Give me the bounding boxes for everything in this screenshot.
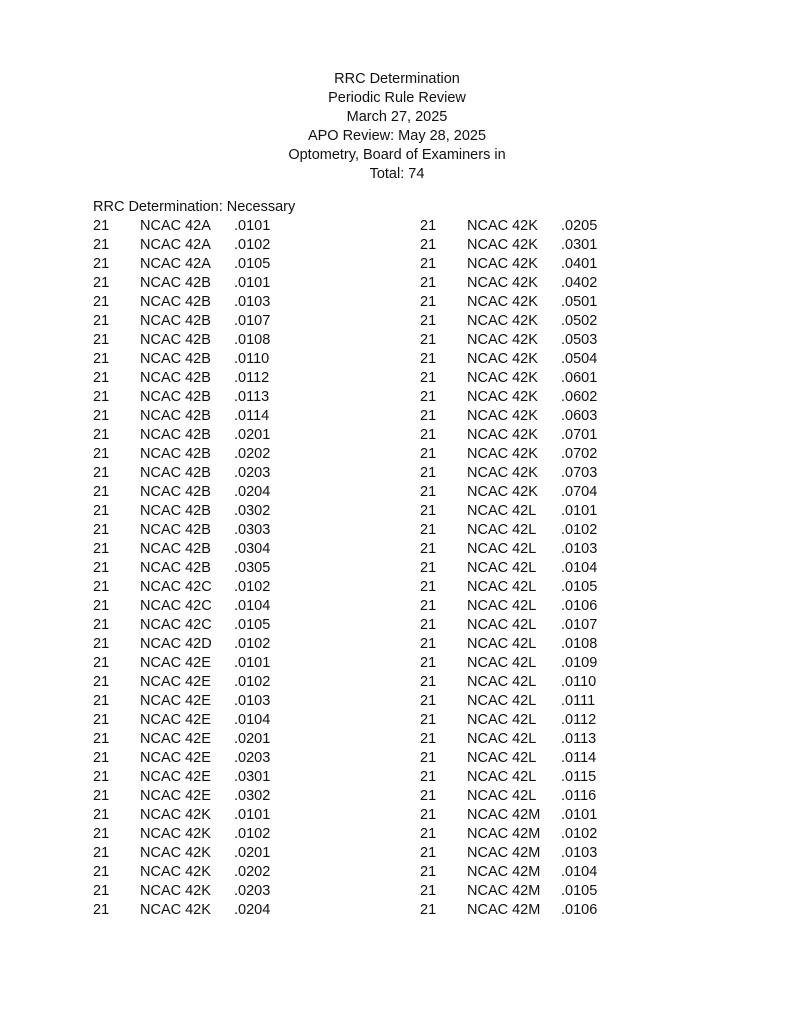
rule-chapter: NCAC 42B xyxy=(140,389,211,405)
document-subtitle: Periodic Rule Review xyxy=(328,90,466,106)
rule-chapter: NCAC 42M xyxy=(467,864,541,880)
rule-chapter: NCAC 42K xyxy=(467,484,538,500)
rule-section: .0202 xyxy=(234,864,271,880)
rule-section: .0203 xyxy=(234,465,271,481)
rule-chapter: NCAC 42B xyxy=(140,541,211,557)
rule-chapter: NCAC 42K xyxy=(467,446,538,462)
rule-section: .0106 xyxy=(561,902,598,918)
rule-title-number: 21 xyxy=(93,712,110,728)
rule-title-number: 21 xyxy=(420,389,437,405)
rule-title-number: 21 xyxy=(420,313,437,329)
rule-section: .0110 xyxy=(561,674,597,690)
rule-chapter: NCAC 42E xyxy=(140,750,211,766)
rule-chapter: NCAC 42K xyxy=(140,883,211,899)
rule-title-number: 21 xyxy=(93,218,110,234)
rule-title-number: 21 xyxy=(93,826,110,842)
rule-section: .0101 xyxy=(234,275,271,291)
rule-title-number: 21 xyxy=(420,522,437,538)
rule-section: .0102 xyxy=(234,579,271,595)
rule-title-number: 21 xyxy=(93,750,110,766)
rule-chapter: NCAC 42K xyxy=(140,902,211,918)
rule-section: .0101 xyxy=(561,503,598,519)
rule-section: .0103 xyxy=(234,693,271,709)
rule-section: .0113 xyxy=(234,389,270,405)
rule-chapter: NCAC 42E xyxy=(140,655,211,671)
rule-section: .0104 xyxy=(561,864,598,880)
rule-section: .0701 xyxy=(561,427,598,443)
rule-title-number: 21 xyxy=(420,864,437,880)
rule-title-number: 21 xyxy=(93,598,110,614)
rule-title-number: 21 xyxy=(420,750,437,766)
rule-chapter: NCAC 42K xyxy=(140,807,211,823)
rule-title-number: 21 xyxy=(420,826,437,842)
rule-chapter: NCAC 42L xyxy=(467,712,537,728)
rule-title-number: 21 xyxy=(93,864,110,880)
rule-chapter: NCAC 42K xyxy=(140,826,211,842)
rule-chapter: NCAC 42E xyxy=(140,769,211,785)
rule-title-number: 21 xyxy=(420,541,437,557)
rule-chapter: NCAC 42C xyxy=(140,579,212,595)
rule-chapter: NCAC 42K xyxy=(467,465,538,481)
rule-title-number: 21 xyxy=(420,731,437,747)
rule-section: .0108 xyxy=(561,636,598,652)
rule-section: .0105 xyxy=(561,579,598,595)
rule-section: .0102 xyxy=(234,237,271,253)
rule-chapter: NCAC 42B xyxy=(140,522,211,538)
rule-title-number: 21 xyxy=(420,503,437,519)
rule-section: .0702 xyxy=(561,446,598,462)
rule-title-number: 21 xyxy=(420,465,437,481)
rule-title-number: 21 xyxy=(93,807,110,823)
rule-section: .0303 xyxy=(234,522,271,538)
rule-chapter: NCAC 42K xyxy=(140,864,211,880)
rule-section: .0102 xyxy=(561,826,598,842)
rule-title-number: 21 xyxy=(420,693,437,709)
rule-section: .0101 xyxy=(234,807,271,823)
rule-title-number: 21 xyxy=(420,655,437,671)
rule-chapter: NCAC 42B xyxy=(140,408,211,424)
rule-section: .0102 xyxy=(234,636,271,652)
rule-chapter: NCAC 42L xyxy=(467,503,537,519)
rule-section: .0304 xyxy=(234,541,271,557)
rule-section: .0203 xyxy=(234,883,271,899)
rule-chapter: NCAC 42M xyxy=(467,902,541,918)
rule-title-number: 21 xyxy=(93,883,110,899)
rule-title-number: 21 xyxy=(420,275,437,291)
rule-chapter: NCAC 42A xyxy=(140,237,211,253)
rule-chapter: NCAC 42K xyxy=(467,389,538,405)
rule-title-number: 21 xyxy=(420,408,437,424)
rule-chapter: NCAC 42E xyxy=(140,731,211,747)
rule-chapter: NCAC 42L xyxy=(467,636,537,652)
rule-title-number: 21 xyxy=(420,769,437,785)
rule-section: .0105 xyxy=(234,256,271,272)
rule-chapter: NCAC 42B xyxy=(140,446,211,462)
rule-chapter: NCAC 42B xyxy=(140,294,211,310)
rule-chapter: NCAC 42B xyxy=(140,370,211,386)
rule-title-number: 21 xyxy=(93,275,110,291)
rule-section: .0107 xyxy=(234,313,271,329)
document-date: March 27, 2025 xyxy=(346,109,448,125)
rule-title-number: 21 xyxy=(93,731,110,747)
rule-section: .0114 xyxy=(234,408,270,424)
rule-title-number: 21 xyxy=(93,769,110,785)
rule-chapter: NCAC 42K xyxy=(467,427,538,443)
rule-section: .0302 xyxy=(234,503,271,519)
rule-section: .0116 xyxy=(561,788,597,804)
rule-section: .0105 xyxy=(561,883,598,899)
rule-title-number: 21 xyxy=(420,446,437,462)
apo-review-date: APO Review: May 28, 2025 xyxy=(307,128,487,144)
rule-chapter: NCAC 42B xyxy=(140,427,211,443)
rule-title-number: 21 xyxy=(420,617,437,633)
rule-title-number: 21 xyxy=(420,902,437,918)
rule-section: .0108 xyxy=(234,332,271,348)
rule-section: .0110 xyxy=(234,351,270,367)
rule-chapter: NCAC 42L xyxy=(467,579,537,595)
rule-section: .0305 xyxy=(234,560,271,576)
rule-section: .0103 xyxy=(561,541,598,557)
rule-title-number: 21 xyxy=(93,484,110,500)
rule-title-number: 21 xyxy=(93,636,110,652)
rule-chapter: NCAC 42L xyxy=(467,598,537,614)
rule-title-number: 21 xyxy=(420,788,437,804)
document-header xyxy=(0,70,794,184)
rule-chapter: NCAC 42L xyxy=(467,617,537,633)
rule-section: .0703 xyxy=(561,465,598,481)
rule-section: .0103 xyxy=(561,845,598,861)
rule-title-number: 21 xyxy=(93,332,110,348)
rule-chapter: NCAC 42B xyxy=(140,332,211,348)
rule-section: .0602 xyxy=(561,389,598,405)
rule-section: .0301 xyxy=(234,769,271,785)
rule-chapter: NCAC 42K xyxy=(467,218,538,234)
rule-chapter: NCAC 42K xyxy=(467,237,538,253)
rule-title-number: 21 xyxy=(93,237,110,253)
rule-title-number: 21 xyxy=(93,655,110,671)
rule-title-number: 21 xyxy=(420,883,437,899)
rule-title-number: 21 xyxy=(93,579,110,595)
rule-section: .0603 xyxy=(561,408,598,424)
document-title: RRC Determination xyxy=(334,71,460,87)
rule-section: .0301 xyxy=(561,237,598,253)
rule-title-number: 21 xyxy=(93,617,110,633)
rule-section: .0107 xyxy=(561,617,598,633)
rule-chapter: NCAC 42B xyxy=(140,484,211,500)
rule-chapter: NCAC 42E xyxy=(140,693,211,709)
rule-chapter: NCAC 42C xyxy=(140,617,212,633)
rule-section: .0401 xyxy=(561,256,598,272)
rule-section: .0101 xyxy=(234,218,271,234)
rule-section: .0302 xyxy=(234,788,271,804)
rule-title-number: 21 xyxy=(420,256,437,272)
rule-section: .0104 xyxy=(234,712,271,728)
rule-section: .0501 xyxy=(561,294,598,310)
rule-title-number: 21 xyxy=(93,674,110,690)
rule-section: .0205 xyxy=(561,218,598,234)
rule-chapter: NCAC 42K xyxy=(140,845,211,861)
rule-chapter: NCAC 42B xyxy=(140,275,211,291)
rule-chapter: NCAC 42L xyxy=(467,655,537,671)
rule-title-number: 21 xyxy=(420,218,437,234)
rule-title-number: 21 xyxy=(420,484,437,500)
rule-chapter: NCAC 42B xyxy=(140,313,211,329)
rule-title-number: 21 xyxy=(93,560,110,576)
rule-chapter: NCAC 42K xyxy=(467,313,538,329)
rule-chapter: NCAC 42E xyxy=(140,674,211,690)
rule-section: .0601 xyxy=(561,370,598,386)
rule-section: .0115 xyxy=(561,769,597,785)
rule-title-number: 21 xyxy=(420,845,437,861)
rule-chapter: NCAC 42A xyxy=(140,218,211,234)
rule-chapter: NCAC 42K xyxy=(467,256,538,272)
rule-title-number: 21 xyxy=(93,427,110,443)
rule-title-number: 21 xyxy=(420,674,437,690)
rule-section: .0105 xyxy=(234,617,271,633)
rule-section: .0503 xyxy=(561,332,598,348)
rule-title-number: 21 xyxy=(420,807,437,823)
rule-title-number: 21 xyxy=(93,256,110,272)
rule-section: .0113 xyxy=(561,731,597,747)
rule-chapter: NCAC 42L xyxy=(467,750,537,766)
rule-title-number: 21 xyxy=(93,845,110,861)
rule-section: .0101 xyxy=(561,807,598,823)
rule-section: .0203 xyxy=(234,750,271,766)
rule-title-number: 21 xyxy=(420,636,437,652)
rule-section: .0114 xyxy=(561,750,597,766)
rule-title-number: 21 xyxy=(93,522,110,538)
rule-title-number: 21 xyxy=(420,560,437,576)
rule-chapter: NCAC 42E xyxy=(140,712,211,728)
rule-chapter: NCAC 42E xyxy=(140,788,211,804)
rule-section: .0704 xyxy=(561,484,598,500)
rule-title-number: 21 xyxy=(93,294,110,310)
rule-chapter: NCAC 42M xyxy=(467,807,541,823)
rule-section: .0504 xyxy=(561,351,598,367)
rule-section: .0112 xyxy=(561,712,597,728)
rule-chapter: NCAC 42M xyxy=(467,826,541,842)
rule-section: .0109 xyxy=(561,655,598,671)
rule-chapter: NCAC 42D xyxy=(140,636,212,652)
rule-title-number: 21 xyxy=(93,351,110,367)
rule-title-number: 21 xyxy=(420,598,437,614)
rule-section: .0102 xyxy=(561,522,598,538)
rule-section: .0201 xyxy=(234,845,271,861)
rule-section: .0104 xyxy=(561,560,598,576)
rule-title-number: 21 xyxy=(93,370,110,386)
rule-section: .0112 xyxy=(234,370,270,386)
rule-section: .0103 xyxy=(234,294,271,310)
rule-chapter: NCAC 42L xyxy=(467,541,537,557)
rule-title-number: 21 xyxy=(420,332,437,348)
rule-chapter: NCAC 42L xyxy=(467,769,537,785)
rule-section: .0101 xyxy=(234,655,271,671)
rule-section: .0502 xyxy=(561,313,598,329)
rule-title-number: 21 xyxy=(420,294,437,310)
rule-section: .0402 xyxy=(561,275,598,291)
rule-chapter: NCAC 42K xyxy=(467,370,538,386)
rule-title-number: 21 xyxy=(420,370,437,386)
determination-label: RRC Determination: Necessary xyxy=(93,199,296,215)
rule-section: .0204 xyxy=(234,484,271,500)
rule-section: .0102 xyxy=(234,674,271,690)
rule-chapter: NCAC 42K xyxy=(467,332,538,348)
rule-title-number: 21 xyxy=(93,446,110,462)
rule-chapter: NCAC 42K xyxy=(467,351,538,367)
rule-chapter: NCAC 42K xyxy=(467,275,538,291)
rule-chapter: NCAC 42M xyxy=(467,883,541,899)
rule-title-number: 21 xyxy=(93,313,110,329)
agency-name: Optometry, Board of Examiners in xyxy=(288,147,506,163)
rule-section: .0201 xyxy=(234,427,271,443)
rule-title-number: 21 xyxy=(93,408,110,424)
rule-chapter: NCAC 42L xyxy=(467,674,537,690)
rule-title-number: 21 xyxy=(93,389,110,405)
rule-chapter: NCAC 42L xyxy=(467,560,537,576)
rule-title-number: 21 xyxy=(93,693,110,709)
rule-title-number: 21 xyxy=(420,579,437,595)
rule-chapter: NCAC 42L xyxy=(467,731,537,747)
rule-total: Total: 74 xyxy=(369,166,425,182)
rule-chapter: NCAC 42K xyxy=(467,294,538,310)
rule-chapter: NCAC 42L xyxy=(467,693,537,709)
rule-title-number: 21 xyxy=(93,902,110,918)
rule-title-number: 21 xyxy=(420,351,437,367)
rule-title-number: 21 xyxy=(420,712,437,728)
rule-chapter: NCAC 42L xyxy=(467,788,537,804)
rule-section: .0202 xyxy=(234,446,271,462)
rule-chapter: NCAC 42L xyxy=(467,522,537,538)
rule-chapter: NCAC 42M xyxy=(467,845,541,861)
rule-section: .0111 xyxy=(561,693,596,709)
rule-title-number: 21 xyxy=(93,541,110,557)
rule-section: .0106 xyxy=(561,598,598,614)
rule-chapter: NCAC 42C xyxy=(140,598,212,614)
rule-title-number: 21 xyxy=(93,788,110,804)
rule-section: .0204 xyxy=(234,902,271,918)
rule-chapter: NCAC 42B xyxy=(140,351,211,367)
rule-chapter: NCAC 42A xyxy=(140,256,211,272)
rule-chapter: NCAC 42B xyxy=(140,560,211,576)
rule-section: .0201 xyxy=(234,731,271,747)
rule-chapter: NCAC 42K xyxy=(467,408,538,424)
rule-chapter: NCAC 42B xyxy=(140,503,211,519)
rule-section: .0104 xyxy=(234,598,271,614)
rule-chapter: NCAC 42B xyxy=(140,465,211,481)
rule-title-number: 21 xyxy=(420,237,437,253)
rule-title-number: 21 xyxy=(420,427,437,443)
rule-title-number: 21 xyxy=(93,465,110,481)
rule-title-number: 21 xyxy=(93,503,110,519)
rule-section: .0102 xyxy=(234,826,271,842)
